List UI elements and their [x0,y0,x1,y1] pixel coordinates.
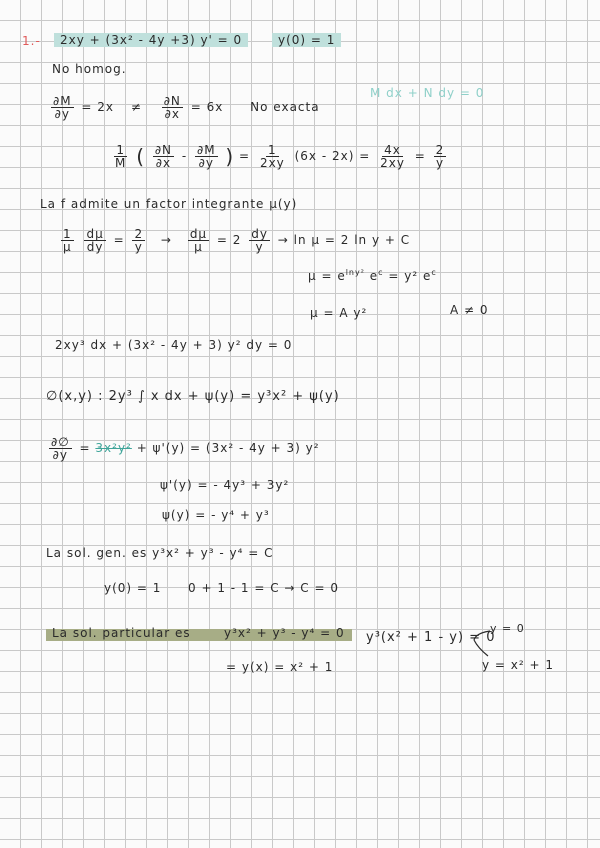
factored-equation: y³(x² + 1 - y) = 0 [366,630,496,645]
branch-bottom: y = x² + 1 [482,658,555,672]
problem-equation: 2xy + (3x² - 4y +3) y' = 0 [54,33,248,47]
mu-exponential: $\mu = e^{lny^2}$ $e^c = y^2$ $e^c$ [308,268,437,283]
psi-prime: ψ'(y) = - 4y³ + 3y² [160,478,290,492]
ic-rhs: 0 + 1 - 1 = C → C = 0 [188,581,339,595]
mu-ode: $\frac{1}{\mu}$ $\frac{d\mu}{dy}$ = $\frac{2}{y}$ → $\frac{d\mu}{\mu}$ = 2 $\frac{dy}{y}$ → ln μ = 2 ln y + C [63,227,411,254]
particular-equation: y³x² + y³ - y⁴ = 0 [224,626,345,640]
derivative-line: $\frac{\partial\emptyset}{\partial y}$ = 3x²y² + ψ'(y) = (3x² - 4y + 3) y² [51,435,320,462]
factor-formula: $\frac{1}{M}$ ( $\frac{\partial N}{\partial x}$ - $\frac{\partial M}{\partial y}$ ) = $\frac{1}{2xy}$ (6x - 2x) = $\frac{4x}{2xy}$ = $\frac{2}{y}$ [115,143,445,170]
branch-bracket [470,628,492,660]
explicit-solution: = y(x) = x² + 1 [226,660,334,674]
multiplied-equation: 2xy³ dx + (3x² - 4y + 3) y² dy = 0 [55,338,293,352]
general-solution: La sol. gen. es y³x² + y³ - y⁴ = C [46,546,274,560]
no-homog-note: No homog. [52,62,127,76]
psi: ψ(y) = - y⁴ + y³ [162,508,270,522]
exactness-line: $\frac{\partial M}{\partial y}$ = 2x ≠ $\frac{\partial N}{\partial x}$ = 6x No exacta [53,94,320,121]
mu-note: A ≠ 0 [450,303,489,317]
particular-label: La sol. particular es [52,626,191,640]
ic-lhs: y(0) = 1 [104,581,162,595]
initial-condition: y(0) = 1 [272,33,341,47]
potential-function: ∅(x,y) : 2y³ ∫ x dx + ψ(y) = y³x² + ψ(y) [46,389,340,404]
factor-statement: La f admite un factor integrante μ(y) [40,197,298,211]
mu-final: μ = A y² [310,306,368,320]
branch-top: y = 0 [490,622,525,635]
side-note: M dx + N dy = 0 [370,86,485,100]
problem-number: 1.- [22,34,41,48]
